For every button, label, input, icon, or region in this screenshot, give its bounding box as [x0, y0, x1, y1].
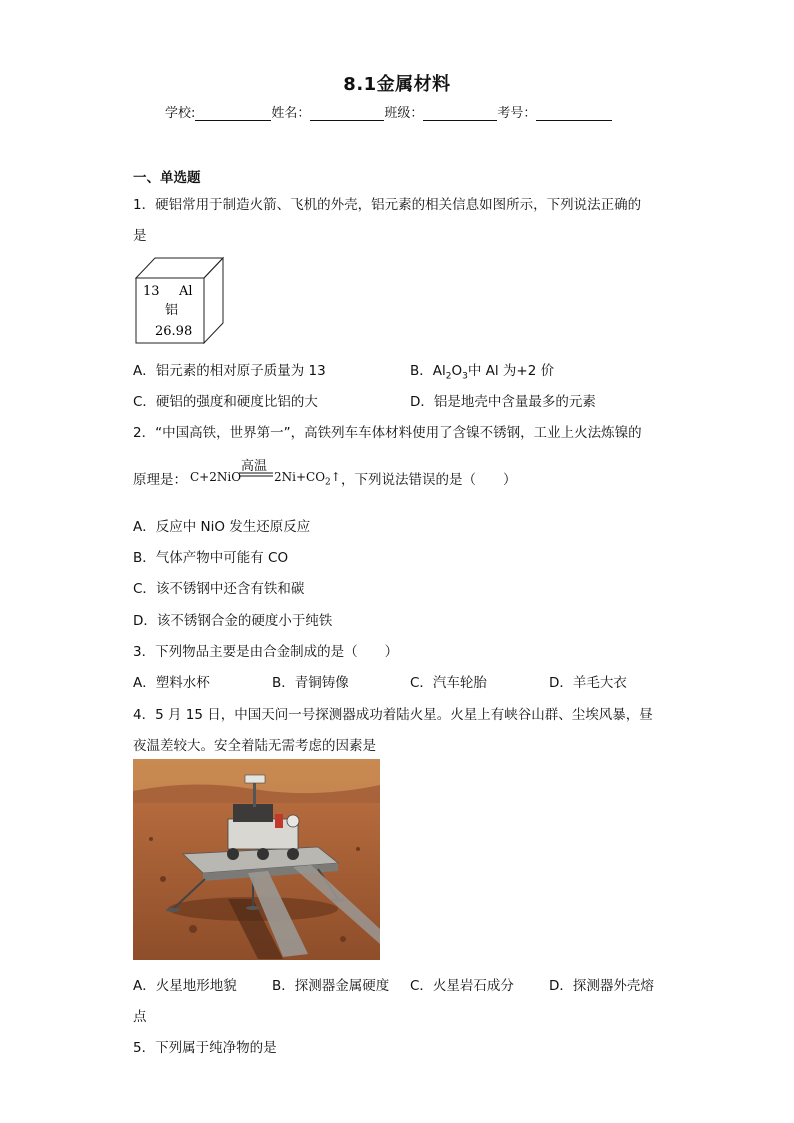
element-name: 铝	[165, 303, 179, 318]
element-card	[133, 256, 225, 348]
number-label: 考号：	[497, 106, 537, 121]
q2-stem-suffix: ，下列说法错误的是（ ）	[341, 472, 517, 488]
q4-option-d: D．探测器外壳熔	[549, 978, 654, 994]
class-blank	[423, 106, 497, 121]
q1-option-b-post: 中 Al 为+2 价	[467, 363, 555, 379]
q2-eq-condition: 高温	[241, 459, 268, 474]
mars-rover-image	[133, 759, 380, 960]
school-label: 学校:	[165, 106, 196, 121]
q3-option-c: C．汽车轮胎	[410, 675, 487, 691]
q2-eq-right-sub: 2	[325, 477, 331, 488]
element-number: 13	[143, 284, 160, 299]
class-label: 班级：	[384, 106, 424, 121]
element-symbol: Al	[179, 284, 193, 299]
q4-option-b: B．探测器金属硬度	[272, 978, 390, 994]
q5-stem: 5．下列属于纯净物的是	[133, 1040, 277, 1056]
q1-option-b	[410, 359, 554, 382]
q2-eq-right-text: 2Ni+CO	[274, 470, 326, 484]
q3-stem: 3．下列物品主要是由合金制成的是（ ）	[133, 644, 399, 660]
q1-option-b-sub2: 3	[462, 371, 468, 382]
page-title: 8.1金属材料	[343, 74, 451, 95]
q2-option-c: C．该不锈钢中还含有铁和碳	[133, 581, 305, 597]
q2-eq-left: C+2NiO	[190, 470, 242, 484]
element-card-cube-icon	[133, 256, 225, 344]
q2-eq-sign-icon	[239, 472, 273, 478]
q4-option-d-continuation: 点	[133, 1009, 147, 1025]
q2-stem-line1: 2．“中国高铁，世界第一”，高铁列车车体材料使用了含镍不锈钢，工业上火法炼镍的	[133, 425, 642, 441]
q4-stem-line2: 夜温差较大。安全着陆无需考虑的因素是	[133, 738, 376, 754]
mars-rover-illustration	[133, 759, 380, 960]
q2-option-b: B．气体产物中可能有 CO	[133, 550, 289, 566]
school-blank	[195, 106, 271, 121]
name-blank	[310, 106, 384, 121]
q1-stem-line2: 是	[133, 228, 147, 244]
element-mass: 26.98	[155, 324, 193, 339]
q4-option-a: A．火星地形地貌	[133, 978, 237, 994]
q4-stem-line1: 4．5 月 15 日，中国天问一号探测器成功着陆火星。火星上有峡谷山群、尘埃风暴，昼	[133, 707, 653, 723]
q1-option-c: C．硬铝的强度和硬度比铝的大	[133, 394, 318, 410]
q2-eq-arrow: ↑	[330, 470, 341, 484]
q1-stem-line1: 1．硬铝常用于制造火箭、飞机的外壳，铝元素的相关信息如图所示，下列说法正确的	[133, 197, 642, 213]
q2-option-a: A．反应中 NiO 发生还原反应	[133, 519, 311, 535]
section-heading: 一、单选题	[133, 170, 201, 186]
q1-option-d: D．铝是地壳中含量最多的元素	[410, 394, 596, 410]
q1-option-b-sub1: 2	[445, 371, 452, 382]
q3-option-d: D．羊毛大衣	[549, 675, 627, 691]
number-blank	[536, 106, 612, 121]
q2-stem-prefix: 原理是：	[133, 472, 187, 488]
q4-option-c: C．火星岩石成分	[410, 978, 514, 994]
q1-option-b-pre: B．Al	[410, 363, 446, 379]
student-info-line	[165, 102, 612, 121]
name-label: 姓名：	[271, 106, 311, 121]
q2-eq-right	[274, 470, 341, 487]
q1-option-a: A．铝元素的相对原子质量为 13	[133, 363, 326, 379]
q3-option-b: B．青铜铸像	[272, 675, 349, 691]
q2-option-d: D．该不锈钢合金的硬度小于纯铁	[133, 613, 333, 629]
q3-option-a: A．塑料水杯	[133, 675, 210, 691]
q1-option-b-mid: O	[451, 363, 463, 379]
